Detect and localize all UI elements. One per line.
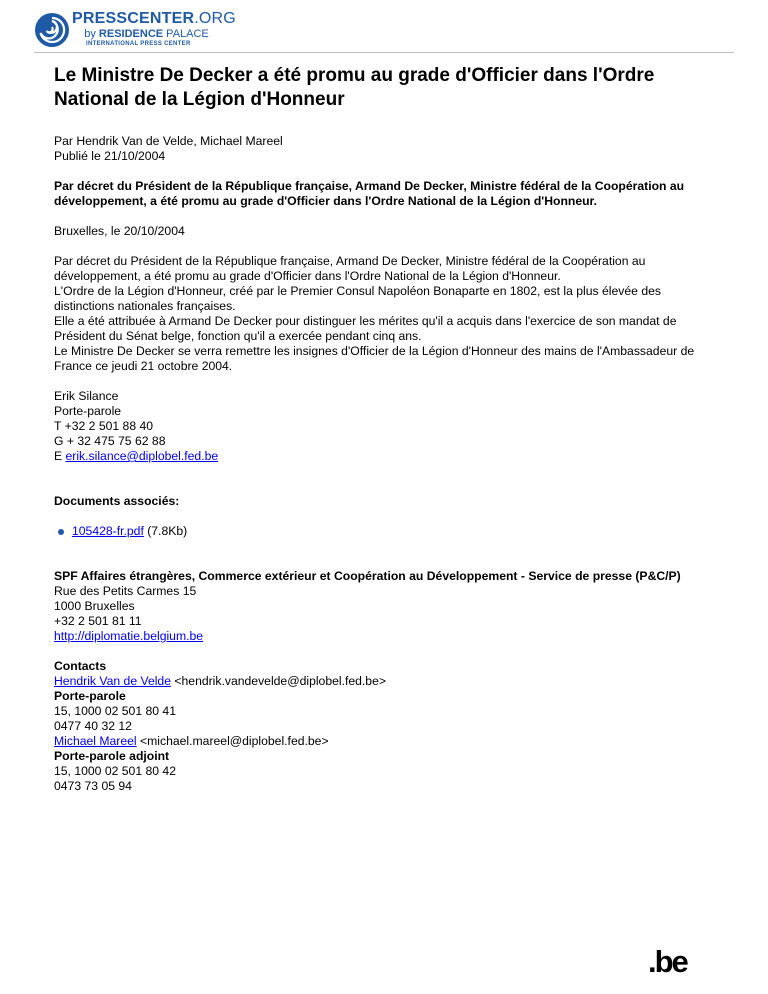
contact-mobile: 0473 73 05 94: [54, 779, 132, 793]
body-paragraph: Elle a été attribuée à Armand De Decker pour distinguer les mérites qu'il a acquis dans l'exercice de son mandat de Président du Sénat belge, fonction qu'il a exercée pendant cinq ans.: [54, 314, 677, 343]
organization-phone: +32 2 501 81 11: [54, 614, 142, 628]
spiral-icon: [34, 12, 70, 48]
dateline: Bruxelles, le 20/10/2004: [54, 224, 185, 238]
logo-main: PRESSCENTER: [72, 10, 195, 27]
byline: Par Hendrik Van de Velde, Michael Mareel: [54, 134, 283, 148]
spacer: [54, 479, 714, 494]
contact-email: <hendrik.vandevelde@diplobel.fed.be>: [174, 674, 386, 688]
body-paragraph: Par décret du Président de la République française, Armand De Decker, Ministre fédéral de la Coopération au développement, a été promu au grade d'Officier dans l'Ordre National de la Légion d'Honneur.: [54, 254, 646, 283]
signature-gsm: G + 32 475 75 62 88: [54, 434, 166, 448]
body-paragraph: Le Ministre De Decker se verra remettre les insignes d'Officier de la Légion d'Honneur des mains de l'Ambassadeur de France ce jeudi 21 octobre 2004.: [54, 344, 695, 373]
organization-city: 1000 Bruxelles: [54, 599, 135, 613]
contact-role: Porte-parole: [54, 689, 126, 703]
spacer: [54, 554, 714, 569]
logo-residence: RESIDENCE: [98, 28, 164, 40]
signature-tel: T +32 2 501 88 40: [54, 419, 154, 433]
contact-email: <michael.mareel@diplobel.fed.be>: [140, 734, 329, 748]
contact-phone: 15, 1000 02 501 80 42: [54, 764, 176, 778]
contact-name-link[interactable]: Hendrik Van de Velde: [54, 674, 171, 688]
organization-block: [54, 569, 714, 644]
logo-org: .ORG: [194, 10, 236, 27]
logo-palace: PALACE: [166, 28, 209, 40]
documents-heading: Documents associés:: [54, 494, 180, 508]
signature-role: Porte-parole: [54, 404, 122, 418]
signature-name: Erik Silance: [54, 389, 119, 403]
bullet-icon: [58, 529, 64, 535]
presscenter-logo[interactable]: [34, 10, 734, 54]
document-item: [72, 524, 714, 539]
logo-subtitle: INTERNATIONAL PRESS CENTER: [86, 41, 191, 47]
article-title: Le Ministre De Decker a été promu au grade d'Officier dans l'Ordre National de la Légion d'Honneur: [54, 65, 655, 110]
contact-mobile: 0477 40 32 12: [54, 719, 132, 733]
documents-list: [54, 524, 714, 539]
article-body: [54, 254, 714, 374]
body-paragraph: L'Ordre de la Légion d'Honneur, créé par le Premier Consul Napoléon Bonaparte en 1802, est la plus élevée des distinctions nationales françaises.: [54, 284, 661, 313]
contacts-heading: Contacts: [54, 659, 107, 673]
document-size: (7.8Kb): [147, 524, 188, 538]
contact-name-link[interactable]: Michael Mareel: [54, 734, 137, 748]
document-link[interactable]: 105428-fr.pdf: [72, 524, 144, 538]
signature-block: [54, 389, 714, 464]
organization-website-link[interactable]: http://diplomatie.belgium.be: [54, 629, 204, 643]
published-date: Publié le 21/10/2004: [54, 149, 166, 163]
signature-email-link[interactable]: erik.silance@diplobel.fed.be: [65, 449, 219, 463]
contact-phone: 15, 1000 02 501 80 41: [54, 704, 176, 718]
article-content: [54, 64, 714, 809]
header-divider: [34, 52, 734, 53]
be-logo: .be: [648, 944, 687, 979]
article-lead: Par décret du Président de la République française, Armand De Decker, Ministre fédéral de la Coopération au développement, a été promu au grade d'Officier dans l'Ordre National de la Légion d'Honneur.: [54, 179, 685, 208]
organization-name: SPF Affaires étrangères, Commerce extérieur et Coopération au Développement - Service de presse (P&C/P): [54, 569, 681, 583]
organization-street: Rue des Petits Carmes 15: [54, 584, 197, 598]
logo-wordmark: [72, 10, 236, 48]
article-meta: [54, 134, 714, 164]
contacts-block: [54, 659, 714, 794]
logo-by: by: [84, 28, 96, 40]
contact-role: Porte-parole adjoint: [54, 749, 170, 763]
signature-email-prefix: E: [54, 449, 66, 463]
